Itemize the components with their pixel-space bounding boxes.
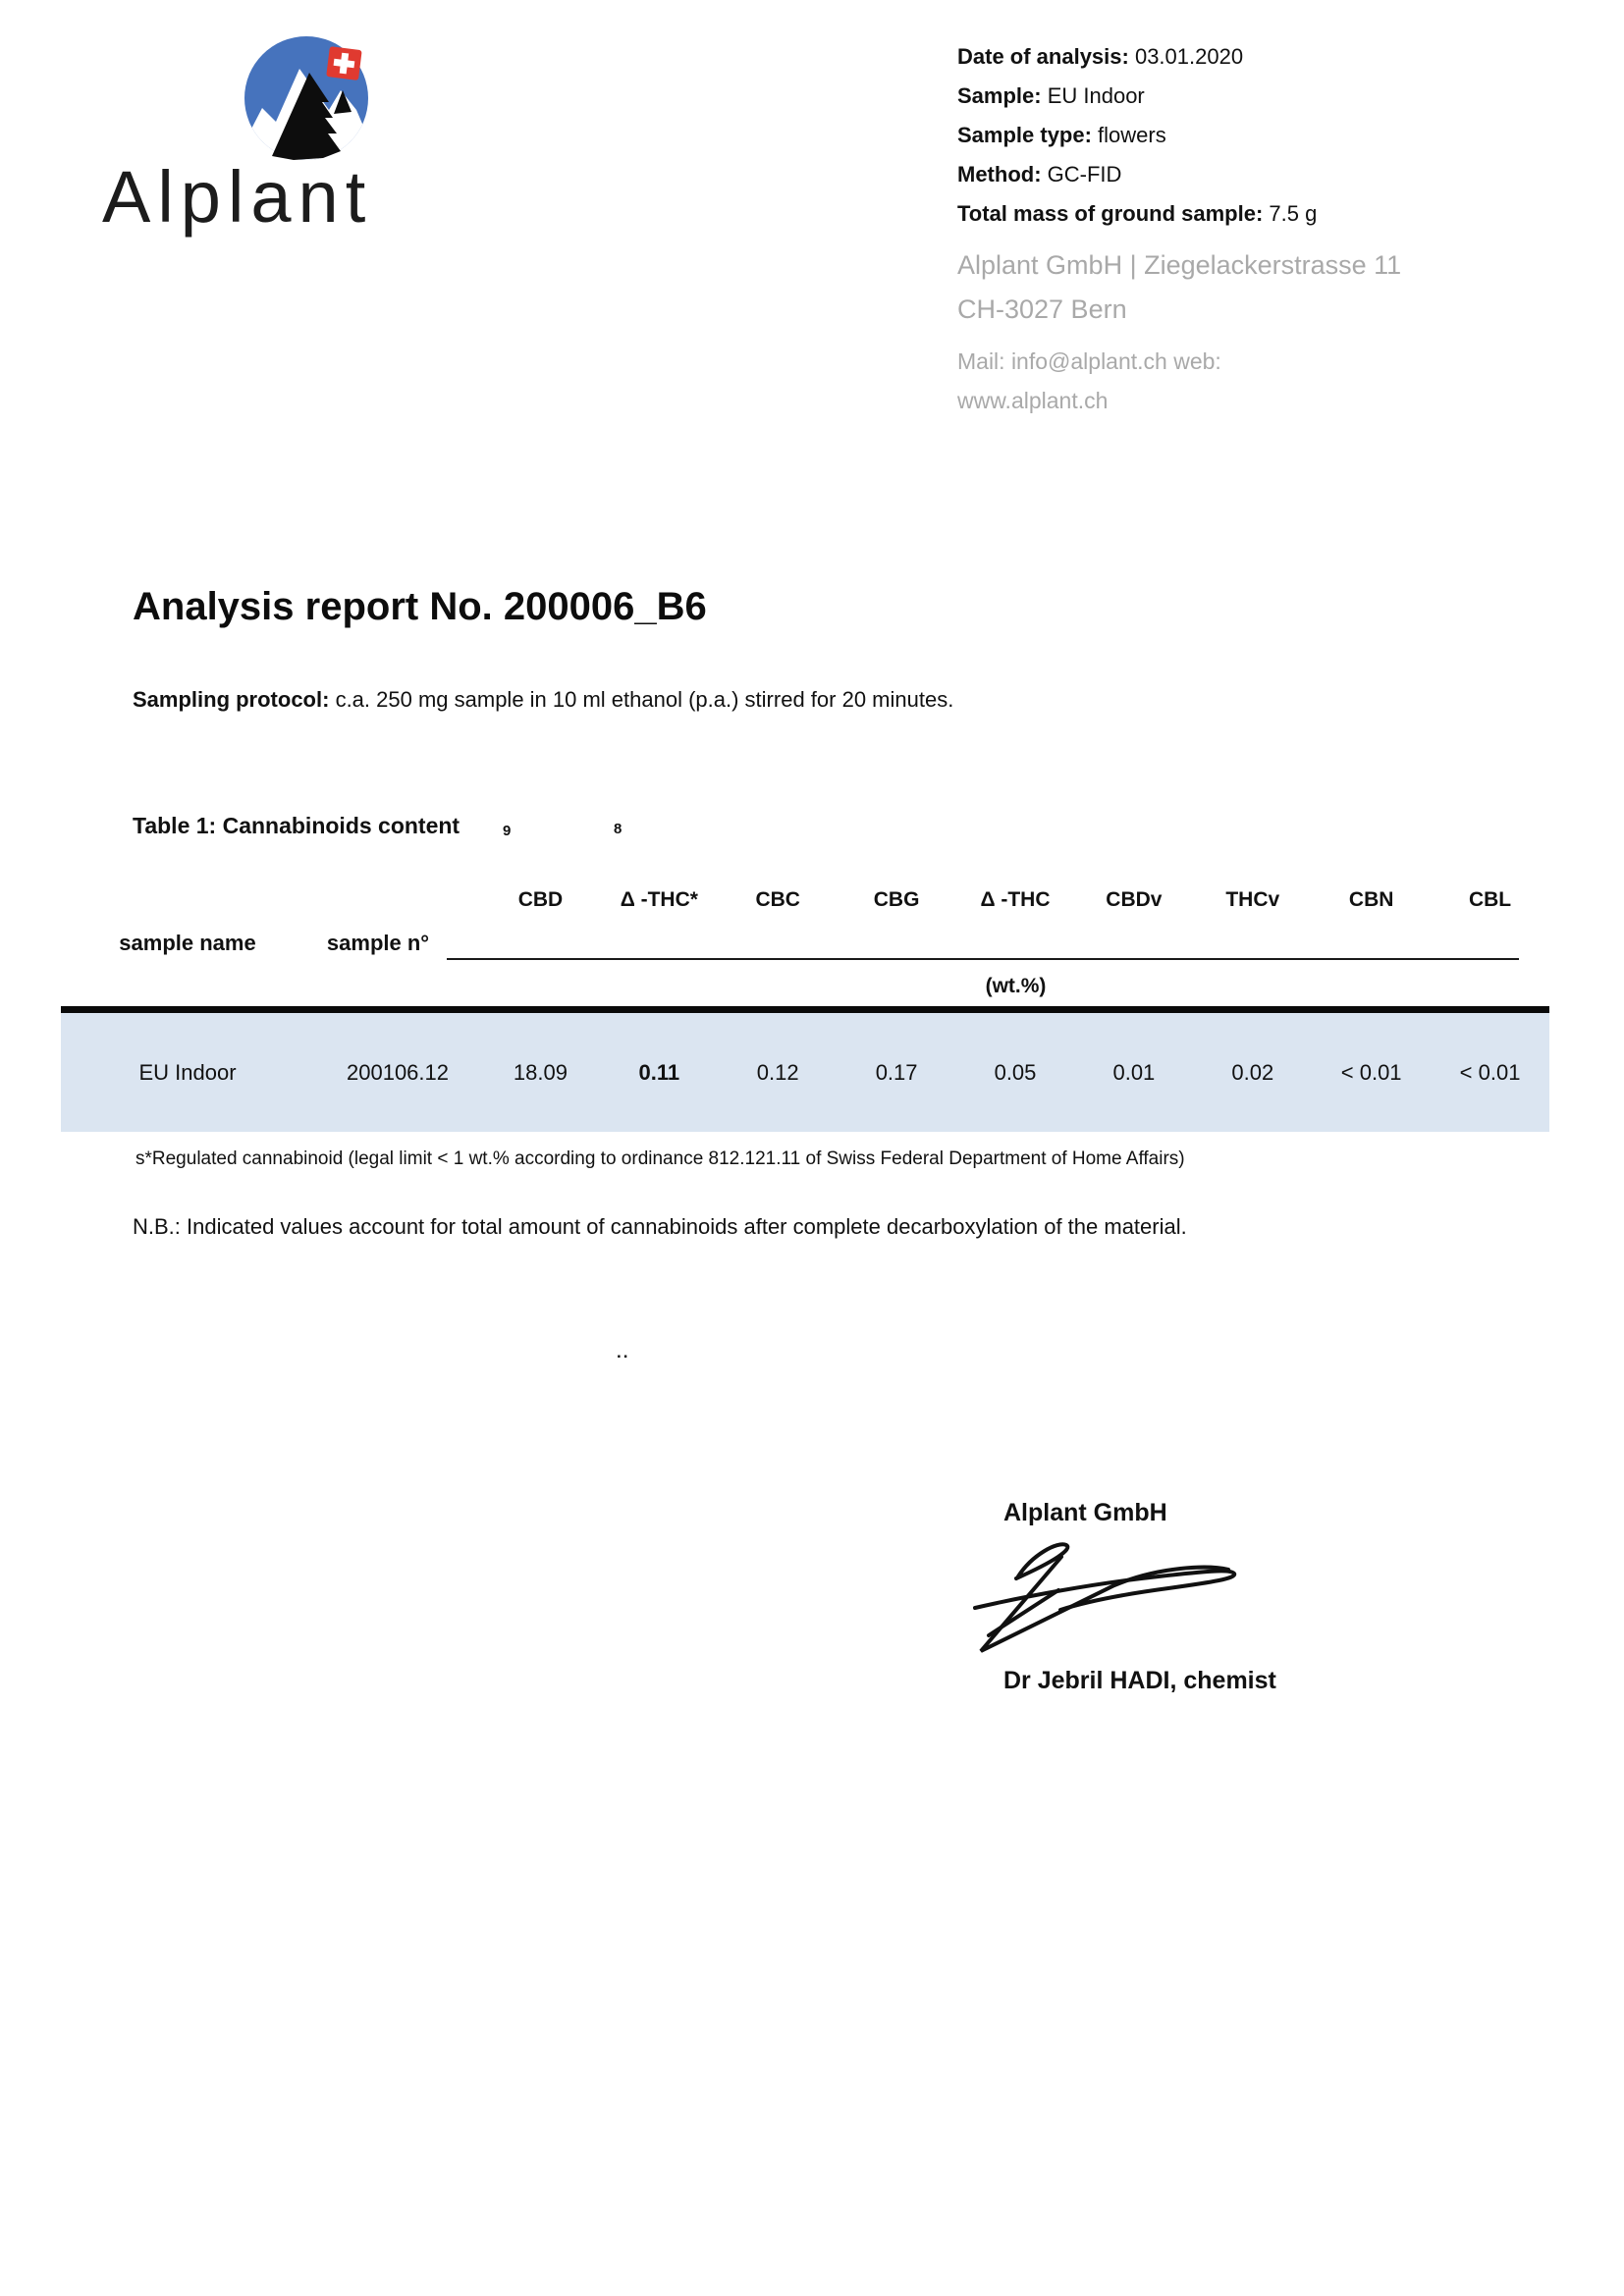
cell-cbd: 18.09 <box>513 1059 568 1085</box>
info-mass <box>957 194 1566 234</box>
contact-mail-line: Mail: info@alplant.ch web: <box>957 348 1221 374</box>
info-sample-type <box>957 116 1566 155</box>
cell-cbl: < 0.01 <box>1459 1059 1521 1085</box>
info-date-value: 03.01.2020 <box>1128 44 1244 69</box>
column-header-cbg: CBG <box>873 888 920 911</box>
column-header-d9thc: Δ -THC* <box>620 888 698 911</box>
cell-cbc: 0.12 <box>756 1059 799 1085</box>
cell-sample-name: EU Indoor <box>138 1059 237 1085</box>
sampling-protocol-text: c.a. 250 mg sample in 10 ml ethanol (p.a.) stirred for 20 minutes. <box>329 687 954 712</box>
column-header-cbc: CBC <box>755 888 800 911</box>
info-mass-label: Total mass of ground sample: <box>957 201 1264 226</box>
info-sample-label: Sample: <box>957 83 1042 108</box>
cell-values-row <box>481 1013 1549 1132</box>
info-method-label: Method: <box>957 162 1042 187</box>
caption-mark-8: 8 <box>614 821 623 837</box>
address-line-1: Alplant GmbH | Ziegelackerstrasse 11 <box>957 250 1402 280</box>
cell-d8thc: 0.05 <box>994 1059 1037 1085</box>
info-date-label: Date of analysis: <box>957 44 1129 69</box>
column-header-thcv: THCv <box>1225 888 1280 911</box>
page-title: Analysis report No. 200006_B6 <box>133 585 707 628</box>
header-underline <box>447 958 1519 960</box>
contact-block <box>957 342 1566 420</box>
stray-dots-mark: .. <box>617 1343 630 1362</box>
table-analyte-header-row <box>481 888 1549 912</box>
signature-icon <box>967 1529 1262 1667</box>
column-header-sample-no: sample n° <box>326 931 430 955</box>
caption-mark-9: 9 <box>503 823 512 839</box>
sample-info-block <box>957 37 1566 234</box>
nb-note: N.B.: Indicated values account for total amount of cannabinoids after complete decarboxylation of the material. <box>133 1214 1187 1239</box>
address-line-2: CH-3027 Bern <box>957 294 1127 324</box>
sampling-protocol <box>133 687 953 713</box>
cell-d9thc: 0.11 <box>638 1059 680 1085</box>
contact-web-line: www.alplant.ch <box>957 388 1109 413</box>
signature-company: Alplant GmbH <box>1003 1499 1167 1526</box>
cell-thcv: 0.02 <box>1231 1059 1274 1085</box>
cell-cbn: < 0.01 <box>1340 1059 1402 1085</box>
column-header-cbdv: CBDv <box>1106 888 1163 911</box>
cell-cbdv: 0.01 <box>1112 1059 1156 1085</box>
info-method-value: GC-FID <box>1041 162 1122 187</box>
signature-name: Dr Jebril HADI, chemist <box>1003 1667 1276 1694</box>
table-rule <box>61 1006 1549 1013</box>
info-sample-value: EU Indoor <box>1041 83 1145 108</box>
unit-label: (wt.%) <box>985 975 1047 997</box>
sampling-protocol-label: Sampling protocol: <box>133 687 330 712</box>
info-sample-type-label: Sample type: <box>957 123 1092 147</box>
alplant-logo-icon <box>233 29 380 165</box>
column-header-cbn: CBN <box>1348 888 1394 911</box>
column-header-sample-name: sample name <box>119 931 256 955</box>
info-mass-value: 7.5 g <box>1263 201 1318 226</box>
column-header-cbl: CBL <box>1468 888 1512 911</box>
info-sample <box>957 77 1566 116</box>
table-row <box>61 1013 1549 1132</box>
info-date <box>957 37 1566 77</box>
brand-wordmark: Alplant <box>102 156 373 238</box>
info-sample-type-value: flowers <box>1091 123 1166 147</box>
cell-cbg: 0.17 <box>875 1059 918 1085</box>
cell-sample-no: 200106.12 <box>347 1059 449 1085</box>
info-method <box>957 155 1566 194</box>
table-caption: Table 1: Cannabinoids content <box>133 813 460 838</box>
column-header-cbd: CBD <box>517 888 564 911</box>
company-address-block <box>957 243 1566 332</box>
column-header-d8thc: Δ -THC <box>980 888 1051 911</box>
regulated-footnote: s*Regulated cannabinoid (legal limit < 1 wt.% according to ordinance 812.121.11 of Swiss Federal Department of Home Affairs) <box>135 1148 1185 1169</box>
